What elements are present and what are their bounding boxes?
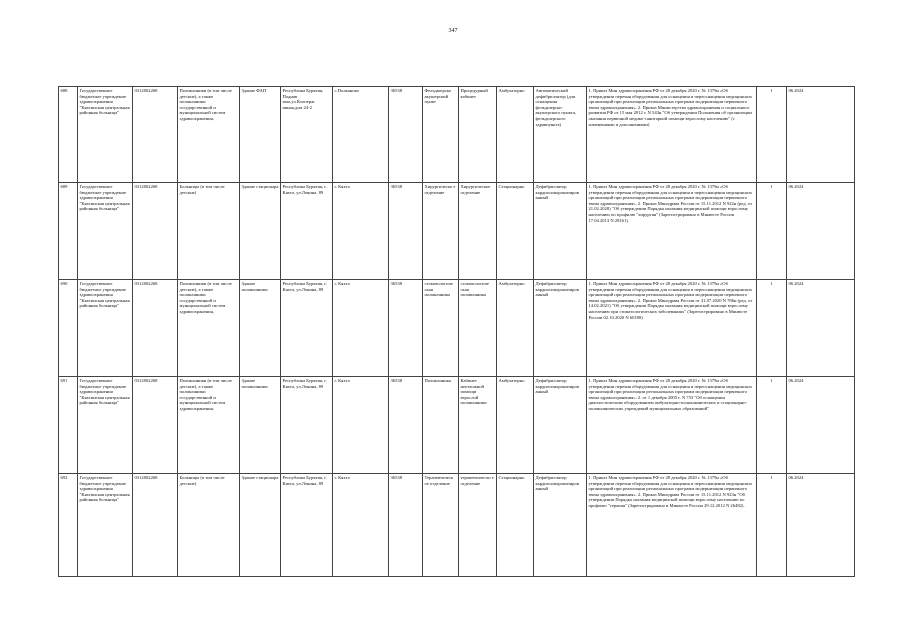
equipment: Дефибриллятор кардиосинхронизиров анный — [534, 183, 587, 280]
date: 06.2024 — [787, 280, 855, 377]
department: Хирургическо е отделение — [423, 183, 459, 280]
inn: 0312002268 — [133, 474, 178, 577]
row-number: 692 — [59, 474, 78, 577]
code: 36538 — [389, 474, 423, 577]
building: Здание поликлиники — [240, 377, 281, 474]
locality: с.Полканово — [333, 87, 389, 183]
row-number: 691 — [59, 377, 78, 474]
row-number: 689 — [59, 183, 78, 280]
legal-basis: 1. Приказ Мин здравоохранения РФ от 28 декабря 2020 г. № 1379н «Об утверждении перечня оборудования для оснащения и переоснащения медицинских организаций при реализации региональных программ модернизации первичного звена здравоохранения». 2. Приказ Минздрава России от 15.11.2012 N 923н "Об утверждении Порядка оказания медицинской помощи взрослому населению по профилю "терапия" (Зарегистрировано в Минюсте России 29.12.2012 N 26482). — [587, 474, 757, 577]
locality: г. Кяхта — [333, 183, 389, 280]
care-type: Стационарно — [497, 183, 534, 280]
legal-basis: 1. Приказ Мин здравоохранения РФ от 28 декабря 2020 г. № 1379н «Об утверждении перечня оборудования для оснащения и переоснащения медицинских организаций при реализации региональных программ модернизации первичного звена здравоохранения». 2. Приказ Министерства здравоохранения и социального развития РФ от 15 мая 2012 г. N 543н "Об утверждении Положения об организации оказания первичной медико-санитарной помощи взрослому населению" (с изменениями и дополнениями) — [587, 87, 757, 183]
code: 36538 — [389, 183, 423, 280]
care-type: Амбулаторно — [497, 87, 534, 183]
table-row — [59, 87, 855, 183]
department: Поликлиника — [423, 377, 459, 474]
facility-type: Поликлиники (в том числе детские), а также поликлиники государственной и муниципальной систем здравоохранения, — [178, 87, 240, 183]
date: 06.2024 — [787, 183, 855, 280]
address: Республика Бурятия, г. Кяхта, ул.Ленина, 89 — [281, 474, 333, 577]
department: Терапевтическ ое отделение — [423, 474, 459, 577]
quantity: 1 — [757, 474, 787, 577]
table-row — [59, 183, 855, 280]
legal-basis: 1. Приказ Мин здравоохранения РФ от 28 декабря 2020 г. № 1379н «Об утверждении перечня оборудования для оснащения и переоснащения медицинских организаций при реализации региональных программ модернизации первичного звена здравоохранения». 2. от 1 декабря 2005 г. N 753 "Об оснащении диагностическим оборудованием амбулаторно-поликлинических и стационарно-поликлинических учреждений муниципальных образований" — [587, 377, 757, 474]
address: Республика Бурятия, Поднав имо,ул.Коопераг ивная,дом 24-2 — [281, 87, 333, 183]
legal-basis: 1. Приказ Мин здравоохранения РФ от 28 декабря 2020 г. № 1379н «Об утверждении перечня оборудования для оснащения и переоснащения медицинских организаций при реализации региональных программ модернизации первичного звена здравоохранения». 2. Приказ Минздрава России от 31.07.2020 N 786н (ред. от 14.02.2021) "Об утверждении Порядка оказания медицинской помощи взрослому населению при стоматологических заболеваниях" (Зарегистрировано в Минюсте России 02.10.2020 N 60188) — [587, 280, 757, 377]
organization-name: Государственное бюджетное учреждение здравоохранения "Кяхтинская центральная районная больница" — [78, 474, 133, 577]
equipment: Автоматический дефибриллятор (для оснащения фельдшерско-акушерского пункта, фельдшерского здравпункта) — [534, 87, 587, 183]
facility-type: Поликлиники (в том числе детские), а также поликлиники государственной и муниципальной систем здравоохранения, — [178, 377, 240, 474]
organization-name: Государственное бюджетное учреждение здравоохранения "Кяхтинская центральная районная больница" — [78, 87, 133, 183]
quantity: 1 — [757, 280, 787, 377]
inn: 0312002268 — [133, 87, 178, 183]
building: Здание поликлиники — [240, 280, 281, 377]
inn: 0312002268 — [133, 377, 178, 474]
room: Хирургическое отделение — [459, 183, 497, 280]
locality: г. Кяхта — [333, 280, 389, 377]
room: Кабинет неотложной помощи взрослой поликлиники — [459, 377, 497, 474]
care-type: Амбулаторно — [497, 377, 534, 474]
department: Фельдшерско акушерский пункт — [423, 87, 459, 183]
organization-name: Государственное бюджетное учреждение здравоохранения "Кяхтинская центральная районная больница" — [78, 183, 133, 280]
inn: 0312002268 — [133, 183, 178, 280]
quantity: 1 — [757, 377, 787, 474]
legal-basis: 1. Приказ Мин здравоохранения РФ от 28 декабря 2020 г. № 1379н «Об утверждении перечня оборудования для оснащения и переоснащения медицинских организаций при реализации региональных программ модернизации первичного звена здравоохранения». 2. Приказ Минздрава России от 15.11.2012 N 922н (ред. от 21.02.2020) "Об утверждении Порядка оказания медицинской помощи взрослому населению по профилю "хирургия" (Зарегистрировано в Минюсте России 17.04.2013 N 28161). — [587, 183, 757, 280]
equipment: Дефибриллятор кардиосинхронизиров анный — [534, 377, 587, 474]
equipment: Дефибриллятор кардиосинхронизиров анный — [534, 280, 587, 377]
quantity: 1 — [757, 183, 787, 280]
care-type: Амбулаторно — [497, 280, 534, 377]
care-type: Стационарно — [497, 474, 534, 577]
address: Республика Бурятия, г. Кяхта, ул.Ленина, 89 — [281, 183, 333, 280]
code: 36538 — [389, 377, 423, 474]
room: терапевтическо е отделение — [459, 474, 497, 577]
date: 06.2024 — [787, 474, 855, 577]
room: стоматологиче ская поликлиника — [459, 280, 497, 377]
department: стоматологиче ская поликлиника — [423, 280, 459, 377]
address: Республика Бурятия, г. Кяхта, ул.Ленина, 89 — [281, 280, 333, 377]
organization-name: Государственное бюджетное учреждение здравоохранения "Кяхтинская центральная районная больница" — [78, 280, 133, 377]
inn: 0312002268 — [133, 280, 178, 377]
room: Процедурный кабинет — [459, 87, 497, 183]
locality: г. Кяхта — [333, 377, 389, 474]
facility-type: Поликлиники (в том числе детские), а также поликлиники государственной и муниципальной систем здравоохранения, — [178, 280, 240, 377]
organization-name: Государственное бюджетное учреждение здравоохранения "Кяхтинская центральная районная больница" — [78, 377, 133, 474]
code: 36538 — [389, 87, 423, 183]
date: 06.2024 — [787, 377, 855, 474]
facility-type: Больницы (в том числе детские) — [178, 183, 240, 280]
building: Здание стационара — [240, 183, 281, 280]
table-row — [59, 377, 855, 474]
equipment-table — [58, 86, 855, 577]
code: 36538 — [389, 280, 423, 377]
row-number: 690 — [59, 280, 78, 377]
building: Здание ФАП — [240, 87, 281, 183]
facility-type: Больницы (в том числе детские) — [178, 474, 240, 577]
quantity: 1 — [757, 87, 787, 183]
locality: г. Кяхта — [333, 474, 389, 577]
page-number: 347 — [448, 28, 458, 34]
equipment: Дефибриллятор кардиосинхронизиров анный — [534, 474, 587, 577]
table-row — [59, 474, 855, 577]
row-number: 688 — [59, 87, 78, 183]
address: Республика Бурятия, г. Кяхта, ул.Ленина, 89 — [281, 377, 333, 474]
table-row — [59, 280, 855, 377]
building: Здание стационара — [240, 474, 281, 577]
date: 06.2024 — [787, 87, 855, 183]
